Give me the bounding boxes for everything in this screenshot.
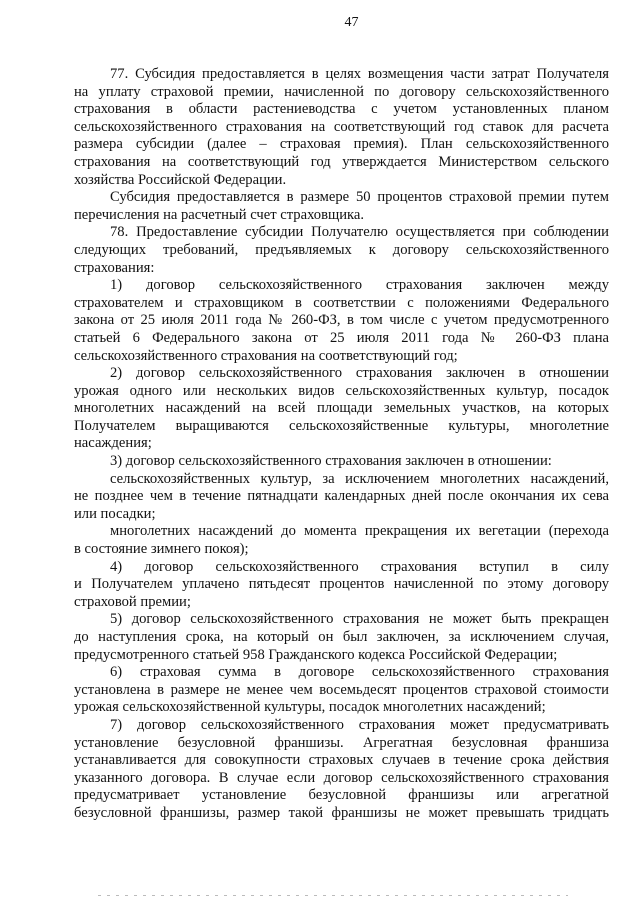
text-line: 4) договор сельскохозяйственного страхования вступил в силу	[110, 558, 609, 575]
text-line: и Получателем уплачено пятьдесят процентов начисленной по этому договору	[74, 576, 609, 593]
text-line: урожая одного или нескольких видов сельскохозяйственных культур, посадок	[74, 382, 609, 399]
document-body	[74, 66, 609, 823]
text-line: сельскохозяйственного страхования на соответствующий год;	[74, 347, 458, 364]
text-line: установлена в размере не менее чем восемьдесят процентов страховой стоимости	[74, 681, 609, 698]
text-line: многолетних насаждений до момента прекращения их вегетации (перехода	[110, 523, 609, 540]
text-line: размера субсидии (далее – страховая премия). План сельскохозяйственного	[74, 136, 609, 153]
text-line: не позднее чем в течение пятнадцати календарных дней после окончания их сева	[74, 488, 609, 505]
text-line: насаждения;	[74, 435, 152, 452]
text-line: 3) договор сельскохозяйственного страхования заключен в отношении:	[110, 453, 552, 470]
text-line: на уплату страховой премии, начисленной по договору сельскохозяйственного	[74, 83, 609, 100]
text-line: закона от 25 июля 2011 года № 260-ФЗ, в том числе с учетом предусмотренного	[74, 312, 609, 329]
text-line: страхования:	[74, 259, 155, 276]
text-line: страхования на соответствующий год утверждается Министерством сельского	[74, 153, 609, 170]
text-line: страховой премии;	[74, 593, 191, 610]
text-line: предусматривает установление безусловной франшизы или агрегатной	[74, 787, 609, 804]
text-line: устанавливается для совокупности страховых случаев в течение срока действия	[74, 752, 609, 769]
text-line: безусловной франшизы, размер такой франшизы не может превышать тридцать	[74, 804, 609, 821]
text-line: многолетних насаждений на всей площади земельных участков, на которых	[74, 400, 609, 417]
text-line: установление безусловной франшизы. Агрегатная безусловная франшиза	[74, 734, 609, 751]
text-line: перечисления на расчетный счет страховщика.	[74, 206, 365, 223]
text-line: 6) страховая сумма в договоре сельскохозяйственного страхования	[110, 664, 609, 681]
text-line: хозяйства Российской Федерации.	[74, 171, 287, 188]
text-line: или посадки;	[74, 505, 156, 522]
text-line: сельскохозяйственного страхования на соответствующий год ставок для расчета	[74, 118, 609, 135]
text-line: до наступления срока, на который он был заключен, за исключением случая,	[74, 629, 609, 645]
text-line: 2) договор сельскохозяйственного страхования заключен в отношении	[110, 365, 609, 382]
text-line: 77. Субсидия предоставляется в целях возмещения части затрат Получателя	[110, 66, 609, 82]
text-line: страхования в области растениеводства с учетом установленных планом	[74, 101, 609, 118]
text-line: 7) договор сельскохозяйственного страхования может предусматривать	[110, 716, 609, 733]
page-number: 47	[344, 15, 359, 30]
text-line: урожая сельскохозяйственной культуры, посадок многолетних насаждений;	[74, 699, 546, 716]
text-line: предусмотренного статьей 958 Гражданского кодекса Российской Федерации;	[74, 646, 558, 663]
text-line: в состояние зимнего покоя);	[74, 541, 249, 558]
text-line: следующих требований, предъявляемых к договору сельскохозяйственного	[74, 241, 609, 258]
document-page	[74, 14, 609, 823]
text-line: Получателем выращиваются сельскохозяйственные культуры, многолетние	[74, 417, 609, 434]
text-line: 5) договор сельскохозяйственного страхования не может быть прекращен	[110, 611, 609, 628]
text-line: статьей 6 Федерального закона от 25 июля 2011 года № 260-ФЗ плана	[74, 329, 609, 346]
text-line: 78. Предоставление субсидии Получателю осуществляется при соблюдении	[110, 224, 609, 241]
text-line: Субсидия предоставляется в размере 50 процентов страховой премии путем	[110, 189, 609, 206]
scan-edge-mark	[98, 895, 568, 896]
text-line: указанного договора. В случае если договор сельскохозяйственного страхования	[74, 769, 609, 786]
text-line: страхователем и страховщиком в соответствии с положениями Федерального	[74, 294, 609, 311]
text-line: 1) договор сельскохозяйственного страхования заключен между	[110, 277, 609, 294]
text-line: сельскохозяйственных культур, за исключением многолетних насаждений,	[110, 470, 609, 487]
